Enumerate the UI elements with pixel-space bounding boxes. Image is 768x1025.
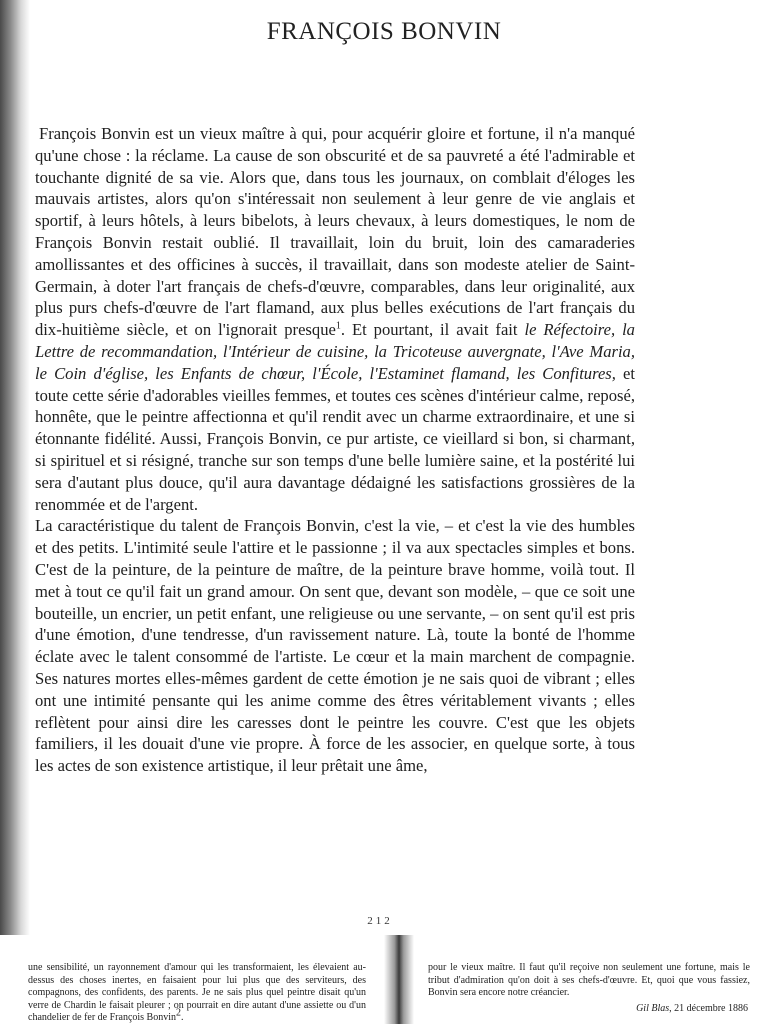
footnote-ref-2: 2 [176, 1008, 182, 1020]
scan-shadow-left-edge [0, 0, 30, 935]
footnote-ref-1: 1 [335, 320, 341, 332]
next-page-left-column [28, 962, 366, 1025]
paragraph-1-part-c: et toute cette série d'adorables vieilles femmes, et toutes ces scènes d'intérieur calme, reposé, honnête, que le peintre affectionna et qu'il rendit avec un charme extraordinaire, et une si étonnante fidélité. Aussi, François Bonvin, ce pur artiste, ce vieillard si bon, si charmant, si spirituel et si résigné, tranche sur son temps d'une belle lumière saine, et la postérité lui sera d'autant plus douce, qu'il aura davantage dédaigné les satisfactions grossières de la renommée et de l'argent. [35, 363, 636, 514]
next-page-left-text [28, 962, 366, 1025]
paragraph-1-part-a: François Bonvin est un vieux maître à qui, pour acquérir gloire et fortune, il n'a manqué qu'une chose : la réclame. La cause de son obscurité et de sa pauvreté a été l'admirable et touchante dignité de sa vie. Alors que, dans tous les journaux, on comblait d'éloges les mauvais artistes, alors qu'on s'intéressait non seulement à leur genre de vie anglais et sportif, à leurs hôtels, à leurs bibelots, à leurs chevaux, à leurs domestiques, le nom de François Bonvin restait oublié. Il travaillait, loin du bruit, loin des camaraderies amollissantes et des officines à succès, il travaillait, dans son modeste atelier de Saint-Germain, à doter l'art français de chefs-d'œuvre, comparables, dans leur originalité, aux plus purs chefs-d'œuvre de l'art flamand, aux plus belles exécutions de l'art français du dix-huitième siècle, et on l'ignorait presque [35, 124, 635, 340]
paragraph-1 [35, 123, 635, 515]
page-title: FRANÇOIS BONVIN [266, 18, 502, 45]
main-text-column [35, 123, 635, 777]
source-signature [636, 1003, 748, 1014]
paragraph-2: La caractéristique du talent de François Bonvin, c'est la vie, – et c'est la vie des humbles et des petits. L'intimité seule l'attire et le passionne ; il va aux spectacles simples et bons. C'est de la peinture, de la peinture de maître, de la peinture brave homme, voilà tout. Il met à tout ce qu'il fait un grand amour. On sent que, devant son modèle, – que ce soit une bouteille, un encrier, un petit enfant, une religieuse ou une servante, – on sent qu'il est pris d'une émotion, d'une tendresse, d'un ravissement nature. Là, toute la bonté de l'homme éclate avec le talent consommé de l'artiste. Le cœur et la main marchent de compagnie. Ses natures mortes elles-mêmes gardent de cette émotion je ne sais quoi de vibrant ; elles ont une intimité pensante qui les anime comme des êtres véritablement vivants ; elles reflètent pour ainsi dire les caresses dont le peintre les couvre. C'est que les objets familiers, il les douait d'une vie propre. À force de les associer, en quelque sorte, à tous les actes de son existence artistique, il leur prêtait une âme, [35, 516, 635, 776]
paintings-list: le Réfectoire, la Lettre de recommandation, l'Intérieur de cuisine, la Tricoteuse auvergnate, l'Ave Maria, le Coin d'église, les Enfants de chœur, l'École, l'Estaminet flamand, les Confitures, [35, 320, 635, 383]
signature-date: , 21 décembre 1886 [669, 1003, 748, 1014]
next-page-left-body: une sensibilité, un rayonnement d'amour qui les transformaient, les élevaient au-dessus des choses inertes, en faisaient pour lui plus que des serviteurs, des compagnons, des confidents, des parents. Je ne sais plus quel peintre disait qu'un verre de Chardin le faisait pleurer ; on pourrait en dire autant d'une assiette ou d'un chandelier de fer de François Bonvin [28, 962, 366, 1024]
next-page-right-column [428, 962, 750, 1000]
book-gutter-shadow [384, 935, 414, 1024]
next-page-left-end: . [181, 1012, 184, 1024]
paragraph-1-part-b: . Et pourtant, il avait fait [340, 320, 525, 340]
signature-source: Gil Blas [636, 1003, 670, 1014]
next-page-right-text: pour le vieux maître. Il faut qu'il reçoive non seulement une fortune, mais le tribut d'admiration qu'on doit à ses chefs-d'œuvre. Et, quoi que vous fassiez, Bonvin sera encore notre créancier. [428, 962, 750, 999]
page-number: 212 [367, 915, 393, 927]
